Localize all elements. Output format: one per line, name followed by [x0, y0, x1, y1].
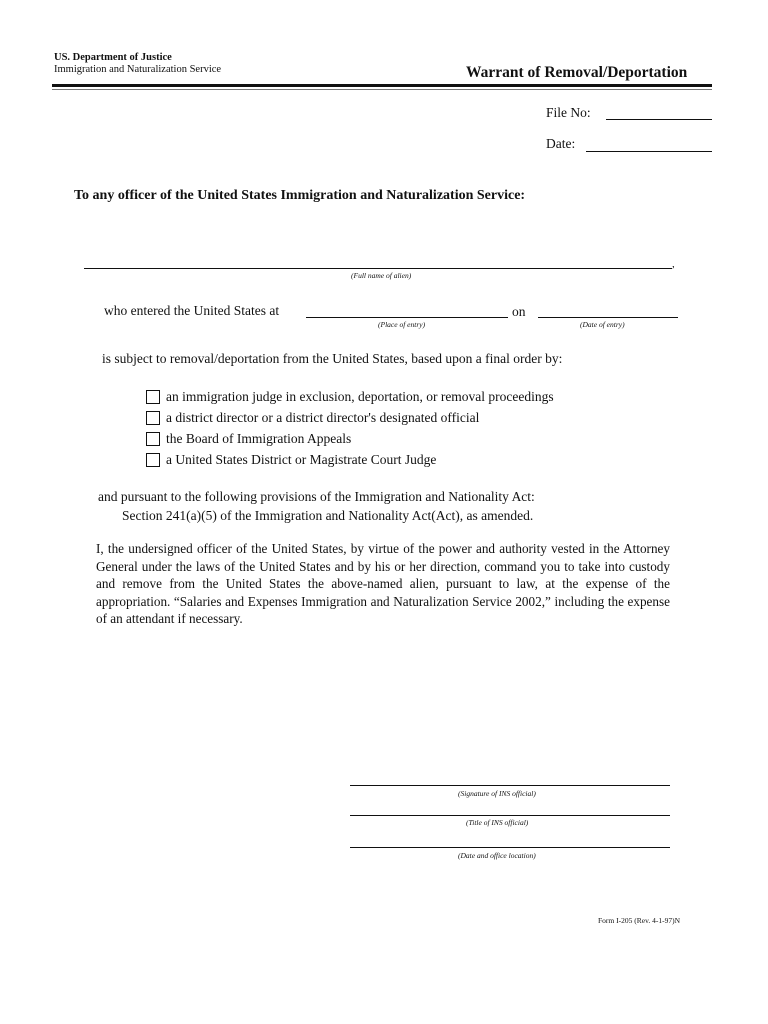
- option-label: the Board of Immigration Appeals: [166, 430, 352, 446]
- place-of-entry-caption: (Place of entry): [378, 320, 426, 329]
- checkbox-court-judge[interactable]: [146, 453, 160, 467]
- date-field[interactable]: [586, 151, 712, 152]
- header-rule-thick: [52, 84, 712, 87]
- date-location-caption: (Date and office location): [458, 851, 536, 860]
- form-title: Warrant of Removal/Deportation: [466, 64, 688, 81]
- signature-caption: (Signature of INS official): [458, 789, 536, 798]
- agency-block: [54, 52, 221, 76]
- date-location-field[interactable]: [350, 847, 670, 848]
- checkbox-board-of-appeals[interactable]: [146, 432, 160, 446]
- option-label: a district director or a district director's designated official: [166, 409, 480, 425]
- date-of-entry-caption: (Date of entry): [580, 320, 625, 329]
- order-options-list: [146, 386, 554, 470]
- entered-text: who entered the United States at: [104, 303, 280, 318]
- signature-field[interactable]: [350, 785, 670, 786]
- name-line-comma: ,: [672, 258, 675, 270]
- agency-service: Immigration and Naturalization Service: [54, 64, 222, 75]
- option-label: an immigration judge in exclusion, deportation, or removal proceedings: [166, 388, 554, 404]
- header-rule-thin: [52, 89, 712, 90]
- alien-name-caption: (Full name of alien): [351, 271, 412, 280]
- alien-name-field[interactable]: [84, 268, 672, 269]
- checkbox-district-director[interactable]: [146, 411, 160, 425]
- date-label: Date:: [546, 136, 576, 151]
- subject-text: is subject to removal/deportation from the United States, based upon a final order by:: [102, 351, 563, 366]
- salutation: To any officer of the United States Immigration and Naturalization Service:: [74, 188, 526, 203]
- option-label: a United States District or Magistrate Court Judge: [166, 451, 437, 467]
- file-no-label: File No:: [546, 105, 591, 120]
- title-caption: (Title of INS official): [466, 818, 529, 827]
- date-of-entry-field[interactable]: [538, 317, 678, 318]
- provisions-line1: and pursuant to the following provisions of the Immigration and Nationality Act:: [98, 489, 535, 504]
- title-field[interactable]: [350, 815, 670, 816]
- on-text: on: [512, 304, 526, 319]
- file-no-field[interactable]: [606, 119, 712, 120]
- place-of-entry-field[interactable]: [306, 317, 508, 318]
- order-option[interactable]: [146, 428, 554, 449]
- order-option[interactable]: [146, 386, 554, 407]
- form-number: Form I-205 (Rev. 4-1-97)N: [598, 916, 680, 925]
- command-paragraph: I, the undersigned officer of the United States, by virtue of the power and authority vested in the Attorney General under the laws of the United States and by his or her direction, command you to take into custody and remove from the United States the above-named alien, pursuant to law, at the expense of the appropriation. “Salaries and Expenses Immigration and Naturalization Service 2002,” including the expense of an attendant if necessary.: [96, 541, 670, 626]
- checkbox-immigration-judge[interactable]: [146, 390, 160, 404]
- provisions-line2: Section 241(a)(5) of the Immigration and Nationality Act(Act), as amended.: [122, 508, 534, 523]
- order-option[interactable]: [146, 407, 554, 428]
- order-option[interactable]: [146, 449, 554, 470]
- agency-department: US. Department of Justice: [54, 52, 172, 63]
